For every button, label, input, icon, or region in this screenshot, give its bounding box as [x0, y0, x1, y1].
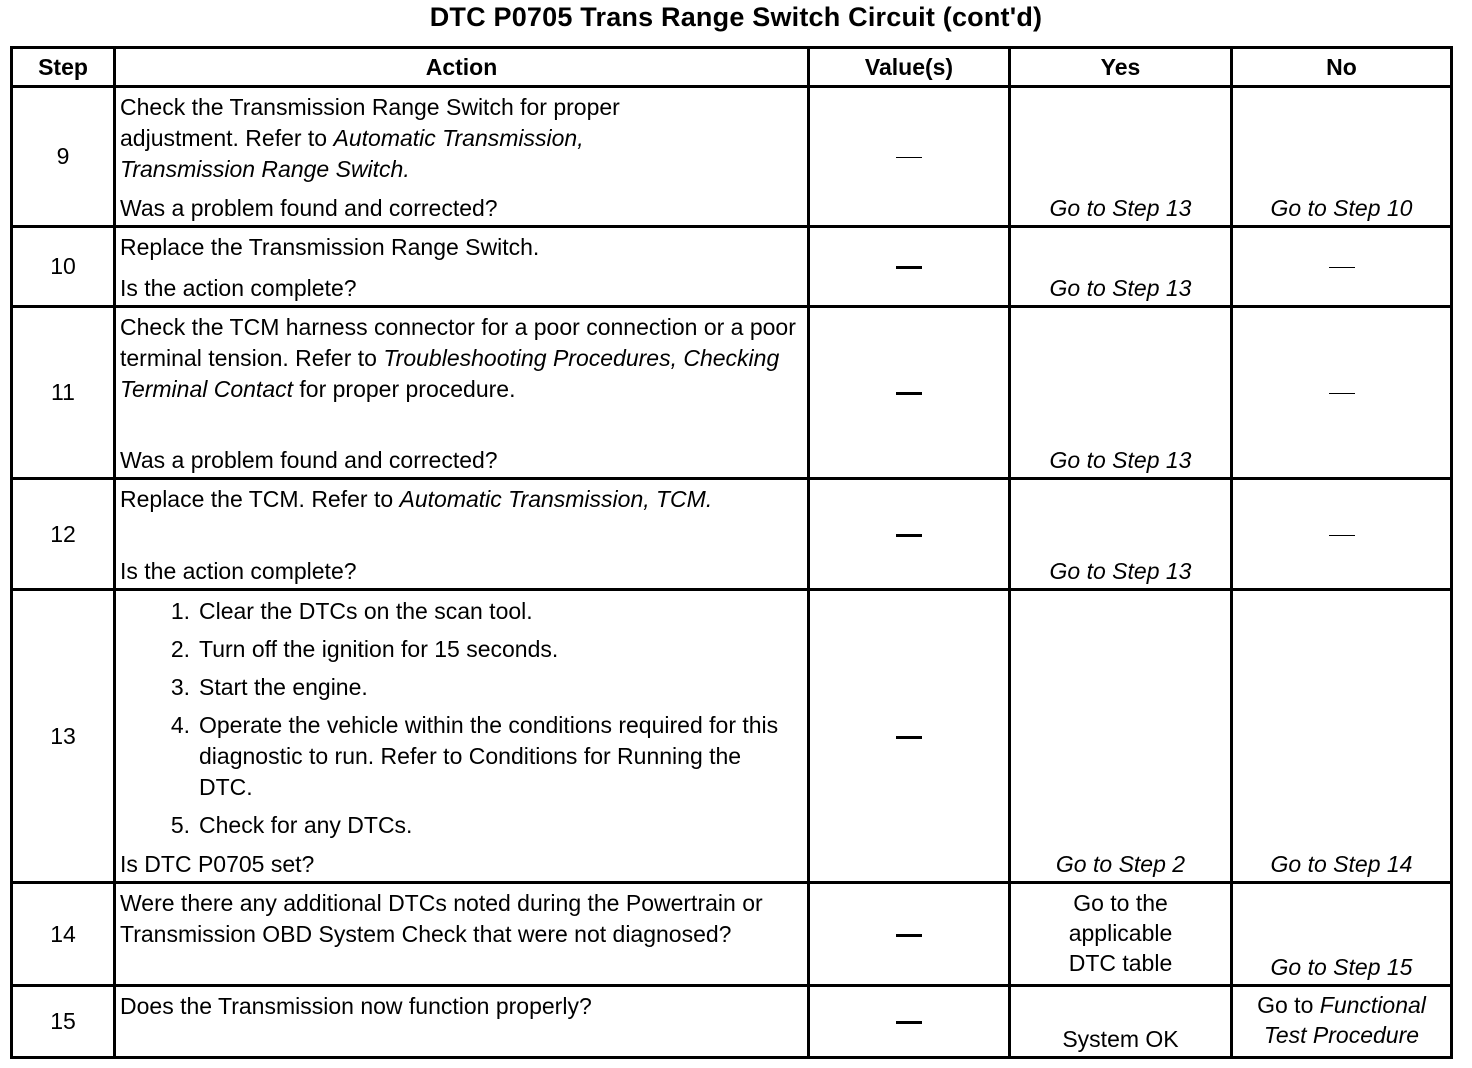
step-number: 13 — [12, 590, 115, 883]
yes-result: Go to Step 13 — [1049, 275, 1192, 301]
action-text: Were there any additional DTCs noted during the Powertrain or Transmission OBD System Check that were not diagnosed? — [120, 890, 763, 947]
no-cell — [1232, 307, 1452, 479]
yes-cell — [1010, 307, 1232, 479]
value-dash — [896, 534, 922, 537]
no-dash — [1329, 535, 1355, 536]
yes-result: System OK — [1062, 1026, 1179, 1052]
table-row — [12, 986, 1452, 1058]
value-dash — [896, 266, 922, 269]
action-question: Was a problem found and corrected? — [120, 195, 498, 221]
no-reference: Functional Test Procedure — [1263, 992, 1426, 1048]
yes-cell — [1010, 986, 1232, 1058]
action-text-tail: for proper procedure. — [293, 376, 516, 402]
action-cell — [115, 307, 809, 479]
action-text: Does the Transmission now function properly? — [120, 993, 592, 1019]
yes-cell — [1010, 883, 1232, 986]
header-yes: Yes — [1010, 48, 1232, 87]
table-row — [12, 87, 1452, 227]
value-dash — [896, 392, 922, 395]
header-row — [12, 48, 1452, 87]
step-number: 14 — [12, 883, 115, 986]
yes-result: Go to Step 13 — [1049, 558, 1192, 584]
table-row — [12, 883, 1452, 986]
yes-cell — [1010, 227, 1232, 307]
table-row — [12, 590, 1452, 883]
no-cell — [1232, 479, 1452, 590]
page-title: DTC P0705 Trans Range Switch Circuit (cont'd) — [429, 2, 1043, 32]
step-number: 10 — [12, 227, 115, 307]
step-number: 15 — [12, 986, 115, 1058]
step-number: 9 — [12, 87, 115, 227]
step-number: 12 — [12, 479, 115, 590]
no-cell — [1232, 883, 1452, 986]
value-cell — [809, 307, 1010, 479]
procedure-step: 2. Turn off the ignition for 15 seconds. — [170, 636, 559, 662]
action-cell — [115, 479, 809, 590]
action-text: Check the Transmission Range Switch for proper adjustment. Refer to — [120, 94, 620, 151]
action-question: Was a problem found and corrected? — [120, 447, 498, 473]
no-cell — [1232, 590, 1452, 883]
no-cell — [1232, 87, 1452, 227]
value-dash — [896, 157, 922, 158]
value-dash — [896, 736, 922, 739]
value-cell — [809, 87, 1010, 227]
no-result: Go to Step 10 — [1270, 195, 1413, 221]
table-row — [12, 227, 1452, 307]
action-reference: Troubleshooting Procedures, Checking Terminal Contact — [120, 345, 780, 402]
yes-result: Go to Step 13 — [1049, 447, 1192, 473]
no-cell — [1232, 227, 1452, 307]
value-dash — [896, 1021, 922, 1024]
action-reference: Automatic Transmission, TCM. — [399, 486, 713, 512]
no-result: Go to Functional Test Procedure — [1257, 992, 1426, 1048]
action-cell — [115, 87, 809, 227]
table-row — [12, 307, 1452, 479]
action-cell — [115, 883, 809, 986]
action-reference: Automatic Transmission, Transmission Range Switch. — [120, 125, 584, 182]
yes-result: Go to Step 13 — [1049, 195, 1192, 221]
header-step: Step — [12, 48, 115, 87]
procedure-step: 4. Operate the vehicle within the conditions required for this diagnostic to run. Refer to Conditions for Running the DTC. — [170, 712, 779, 800]
action-cell — [115, 227, 809, 307]
diagnostic-table — [10, 46, 1453, 1059]
table-row — [12, 479, 1452, 590]
yes-cell — [1010, 590, 1232, 883]
header-values: Value(s) — [809, 48, 1010, 87]
procedure-step: 5. Check for any DTCs. — [170, 812, 413, 838]
value-cell — [809, 227, 1010, 307]
value-cell — [809, 479, 1010, 590]
action-question: Is DTC P0705 set? — [120, 851, 315, 877]
step-number: 11 — [12, 307, 115, 479]
action-question: Is the action complete? — [120, 558, 357, 584]
procedure-list — [120, 596, 801, 841]
header-no: No — [1232, 48, 1452, 87]
action-question: Is the action complete? — [120, 275, 357, 301]
procedure-step: 3. Start the engine. — [170, 674, 368, 700]
action-cell — [115, 986, 809, 1058]
no-cell — [1232, 986, 1452, 1058]
no-dash — [1329, 393, 1355, 394]
value-cell — [809, 883, 1010, 986]
procedure-step: 1. Clear the DTCs on the scan tool. — [170, 598, 533, 624]
action-text: Replace the TCM. Refer to — [120, 486, 400, 512]
yes-result: Go to the applicable DTC table — [1068, 890, 1173, 976]
no-result: Go to Step 14 — [1270, 851, 1413, 877]
yes-result: Go to Step 2 — [1055, 851, 1186, 877]
action-text: Check the TCM harness connector for a poor connection or a poor terminal tension. Refer to — [120, 314, 796, 371]
no-result: Go to Step 15 — [1270, 954, 1413, 980]
value-dash — [896, 934, 922, 937]
value-cell — [809, 986, 1010, 1058]
action-cell — [115, 590, 809, 883]
value-cell — [809, 590, 1010, 883]
header-action: Action — [115, 48, 809, 87]
yes-cell — [1010, 87, 1232, 227]
yes-cell — [1010, 479, 1232, 590]
no-dash — [1329, 267, 1355, 268]
action-text: Replace the Transmission Range Switch. — [120, 234, 540, 260]
